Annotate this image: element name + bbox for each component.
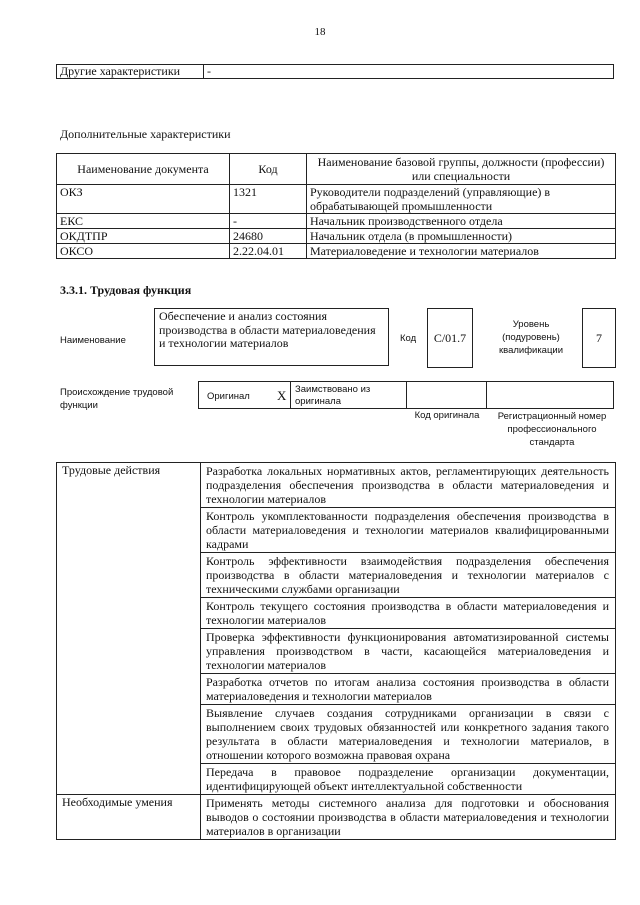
labor-action: Выявление случаев создания сотрудниками организации в связи с выполнением своих трудовых обязанностей или конкретного задания такого результата в области материаловедения и технологии материалов, в отношении которого возможна правовая охрана	[201, 705, 616, 764]
registration-number-cell	[486, 381, 614, 409]
additional-characteristics-table	[56, 153, 616, 259]
column-header: Наименование базовой группы, должности (профессии) или специальности	[307, 154, 616, 185]
qualification-level-value: 7	[582, 308, 616, 368]
table-cell: ОКДТПР	[57, 229, 230, 244]
origin-label: Происхождение трудовой функции	[60, 387, 174, 411]
table-cell: 1321	[230, 185, 307, 214]
table-cell: ЕКС	[57, 214, 230, 229]
qualification-level-label: Уровень (подуровень) квалификации	[498, 319, 564, 356]
table-cell: ОКЗ	[57, 185, 230, 214]
function-code-label: Код	[400, 333, 417, 344]
table-row	[57, 795, 616, 840]
table-cell: Начальник производственного отдела	[307, 214, 616, 229]
original-label: Оригинал	[207, 391, 250, 402]
original-cell	[198, 381, 291, 409]
table-header-row	[57, 154, 616, 185]
labor-actions-table	[56, 462, 616, 840]
labor-action: Контроль укомплектованности подразделения обеспечения производства в области материаловедения и технологии материалов квалифицированными кадрами	[201, 508, 616, 553]
labor-action: Передача в правовое подразделение организации документации, идентифицирующей объект интеллектуальной собственности	[201, 764, 616, 795]
other-characteristics-label: Другие характеристики	[57, 65, 204, 79]
labor-actions-label: Трудовые действия	[57, 463, 201, 795]
labor-action: Разработка отчетов по итогам анализа состояния производства в области материаловедения и технологии материалов	[201, 674, 616, 705]
labor-action: Разработка локальных нормативных актов, регламентирующих деятельность подразделения обеспечения производства в области материаловедения и технологии материалов	[201, 463, 616, 508]
required-skill: Применять методы системного анализа для подготовки и обоснования выводов о состоянии производства в области материаловедения и технологии материалов в организации	[201, 795, 616, 840]
table-cell: 2.22.04.01	[230, 244, 307, 259]
original-code-caption: Код оригинала	[414, 410, 480, 421]
original-code-cell	[406, 381, 487, 409]
labor-action: Контроль эффективности взаимодействия подразделения обеспечения производства в области материаловедения и технологии материалов с техническими службами организации	[201, 553, 616, 598]
section-title: 3.3.1. Трудовая функция	[60, 283, 192, 297]
function-name-value: Обеспечение и анализ состояния производства в области материаловедения и технологии материалов	[154, 308, 389, 366]
table-cell: Руководители подразделений (управляющие) в обрабатывающей промышленности	[307, 185, 616, 214]
other-characteristics-table	[56, 64, 614, 79]
table-cell: Материаловедение и технологии материалов	[307, 244, 616, 259]
labor-action: Контроль текущего состояния производства в области материаловедения и технологии материалов	[201, 598, 616, 629]
registration-number-caption: Регистрационный номер профессионального стандарта	[497, 411, 607, 448]
table-row	[57, 214, 616, 229]
additional-characteristics-title: Дополнительные характеристики	[60, 127, 231, 141]
table-cell: ОКСО	[57, 244, 230, 259]
other-characteristics-value: -	[204, 65, 614, 79]
table-cell: -	[230, 214, 307, 229]
table-cell: 24680	[230, 229, 307, 244]
column-header: Код	[230, 154, 307, 185]
table-row	[57, 229, 616, 244]
labor-action: Проверка эффективности функционирования автоматизированной системы управления производством в части, касающейся материаловедения и технологии материалов	[201, 629, 616, 674]
table-row	[57, 185, 616, 214]
table-row	[57, 244, 616, 259]
page-number: 18	[314, 26, 326, 38]
table-cell: Начальник отдела (в промышленности)	[307, 229, 616, 244]
borrowed-label: Заимствовано из оригинала	[295, 384, 371, 407]
required-skills-label: Необходимые умения	[57, 795, 201, 840]
column-header: Наименование документа	[57, 154, 230, 185]
function-code-value: C/01.7	[427, 308, 473, 368]
function-name-label: Наименование	[60, 335, 126, 346]
table-row	[57, 463, 616, 508]
original-mark: X	[277, 388, 287, 403]
borrowed-cell	[290, 381, 407, 409]
